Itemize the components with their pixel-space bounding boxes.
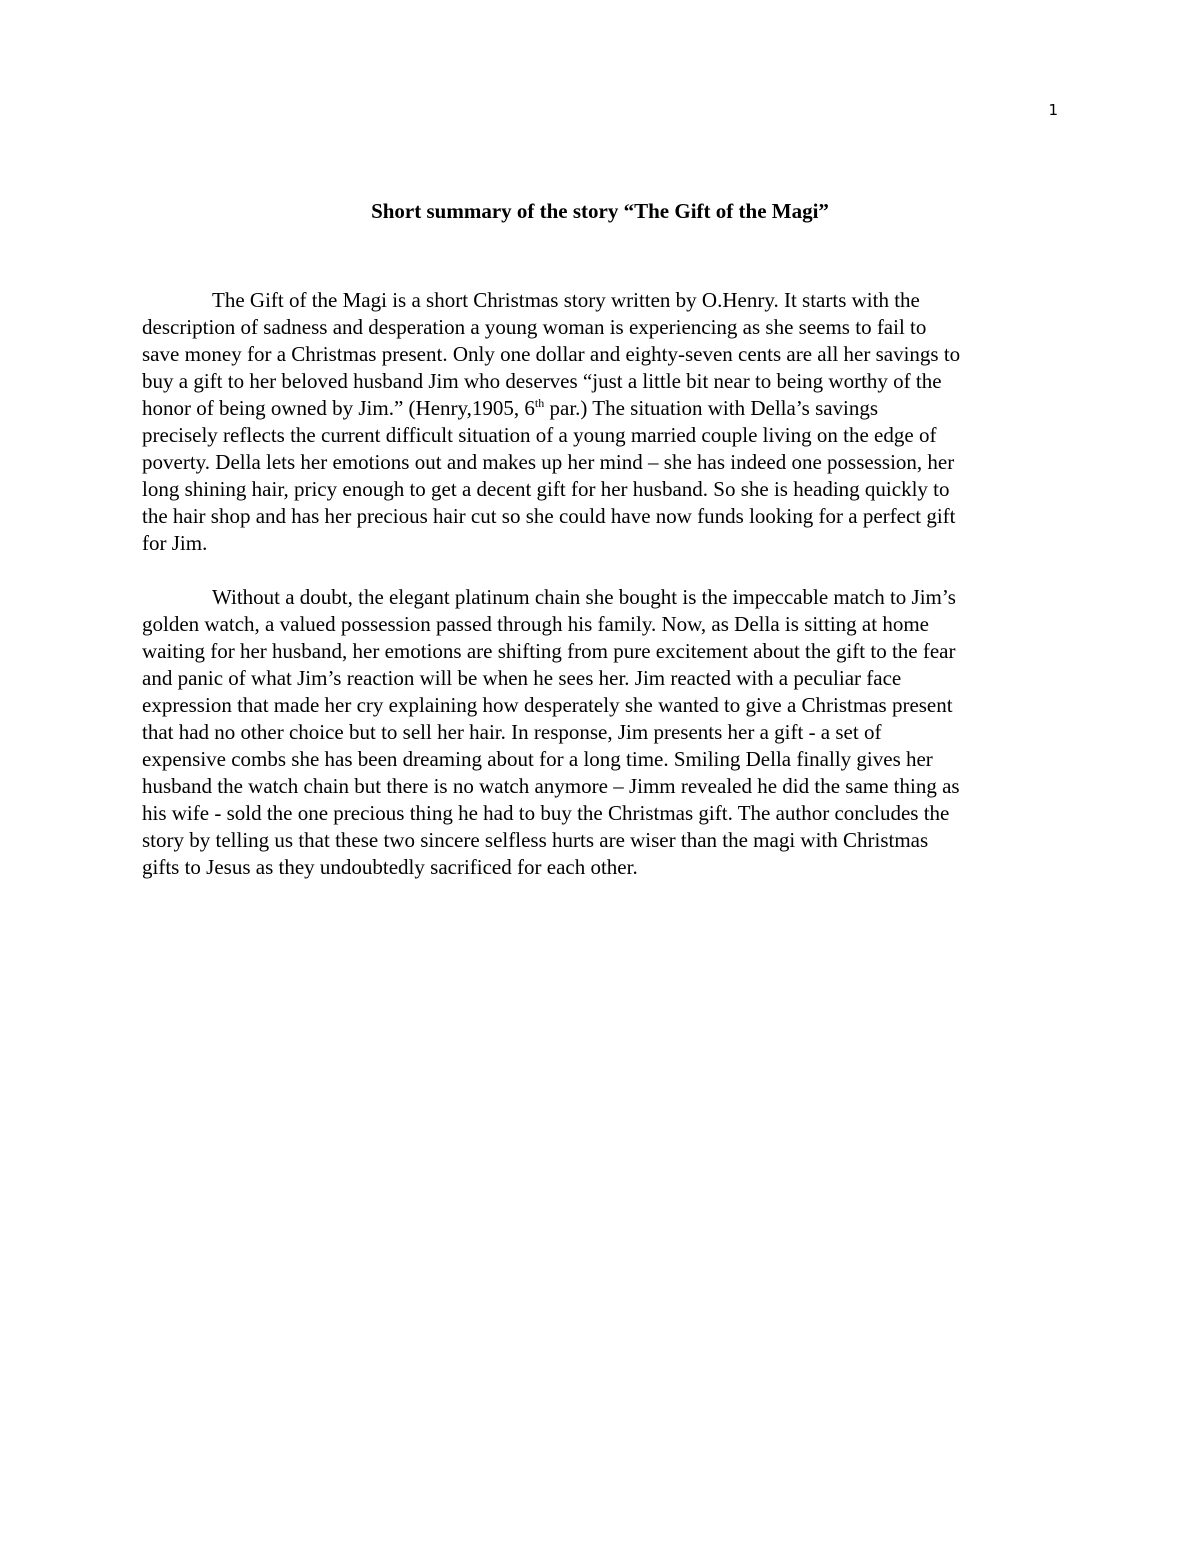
paragraph-1-line: description of sadness and desperation a young woman is experiencing as she seems to fail to: [142, 315, 927, 339]
paragraph-1: [142, 287, 1062, 557]
paragraph-1-line: precisely reflects the current difficult situation of a young married couple living on the edge of: [142, 423, 937, 447]
page-number: 1: [1048, 101, 1058, 119]
paragraph-2-line: Without a doubt, the elegant platinum chain she bought is the impeccable match to Jim’s: [212, 585, 956, 609]
paragraph-2: [142, 584, 1062, 881]
paragraph-2-line: his wife - sold the one precious thing he had to buy the Christmas gift. The author concludes the: [142, 801, 950, 825]
paragraph-1-line: The Gift of the Magi is a short Christmas story written by O.Henry. It starts with the: [212, 288, 920, 312]
paragraph-1-line: poverty. Della lets her emotions out and makes up her mind – she has indeed one possession, her: [142, 450, 955, 474]
paragraph-2-line: gifts to Jesus as they undoubtedly sacrificed for each other.: [142, 855, 638, 879]
paragraph-2-line: husband the watch chain but there is no watch anymore – Jimm revealed he did the same thing as: [142, 774, 960, 798]
citation-text-before: honor of being owned by Jim.” (Henry,1905, 6: [142, 396, 535, 420]
paragraph-2-line: story by telling us that these two sincere selfless hurts are wiser than the magi with Christmas: [142, 828, 929, 852]
paragraph-2-line: and panic of what Jim’s reaction will be when he sees her. Jim reacted with a peculiar face: [142, 666, 902, 690]
paragraph-2-line: golden watch, a valued possession passed through his family. Now, as Della is sitting at home: [142, 612, 929, 636]
paragraph-2-line: that had no other choice but to sell her hair. In response, Jim presents her a gift - a set of: [142, 720, 882, 744]
paragraph-1-line: save money for a Christmas present. Only one dollar and eighty-seven cents are all her savings to: [142, 342, 961, 366]
document-body: [142, 287, 1062, 881]
paragraph-1-line-citation: [142, 395, 1062, 422]
paragraph-1-line: buy a gift to her beloved husband Jim who deserves “just a little bit near to being worthy of the: [142, 369, 942, 393]
paragraph-2-line: expression that made her cry explaining how desperately she wanted to give a Christmas present: [142, 693, 953, 717]
ordinal-superscript: th: [534, 396, 545, 410]
citation-text-after: par.) The situation with Della’s savings: [544, 396, 879, 420]
paragraph-1-line: for Jim.: [142, 531, 208, 555]
document-title: Short summary of the story “The Gift of the Magi”: [371, 199, 829, 223]
paragraph-1-line: the hair shop and has her precious hair cut so she could have now funds looking for a perfect gift: [142, 504, 956, 528]
paragraph-1-line: long shining hair, pricy enough to get a decent gift for her husband. So she is heading quickly to: [142, 477, 950, 501]
paragraph-2-line: waiting for her husband, her emotions are shifting from pure excitement about the gift to the fear: [142, 639, 956, 663]
paragraph-2-line: expensive combs she has been dreaming about for a long time. Smiling Della finally gives her: [142, 747, 933, 771]
